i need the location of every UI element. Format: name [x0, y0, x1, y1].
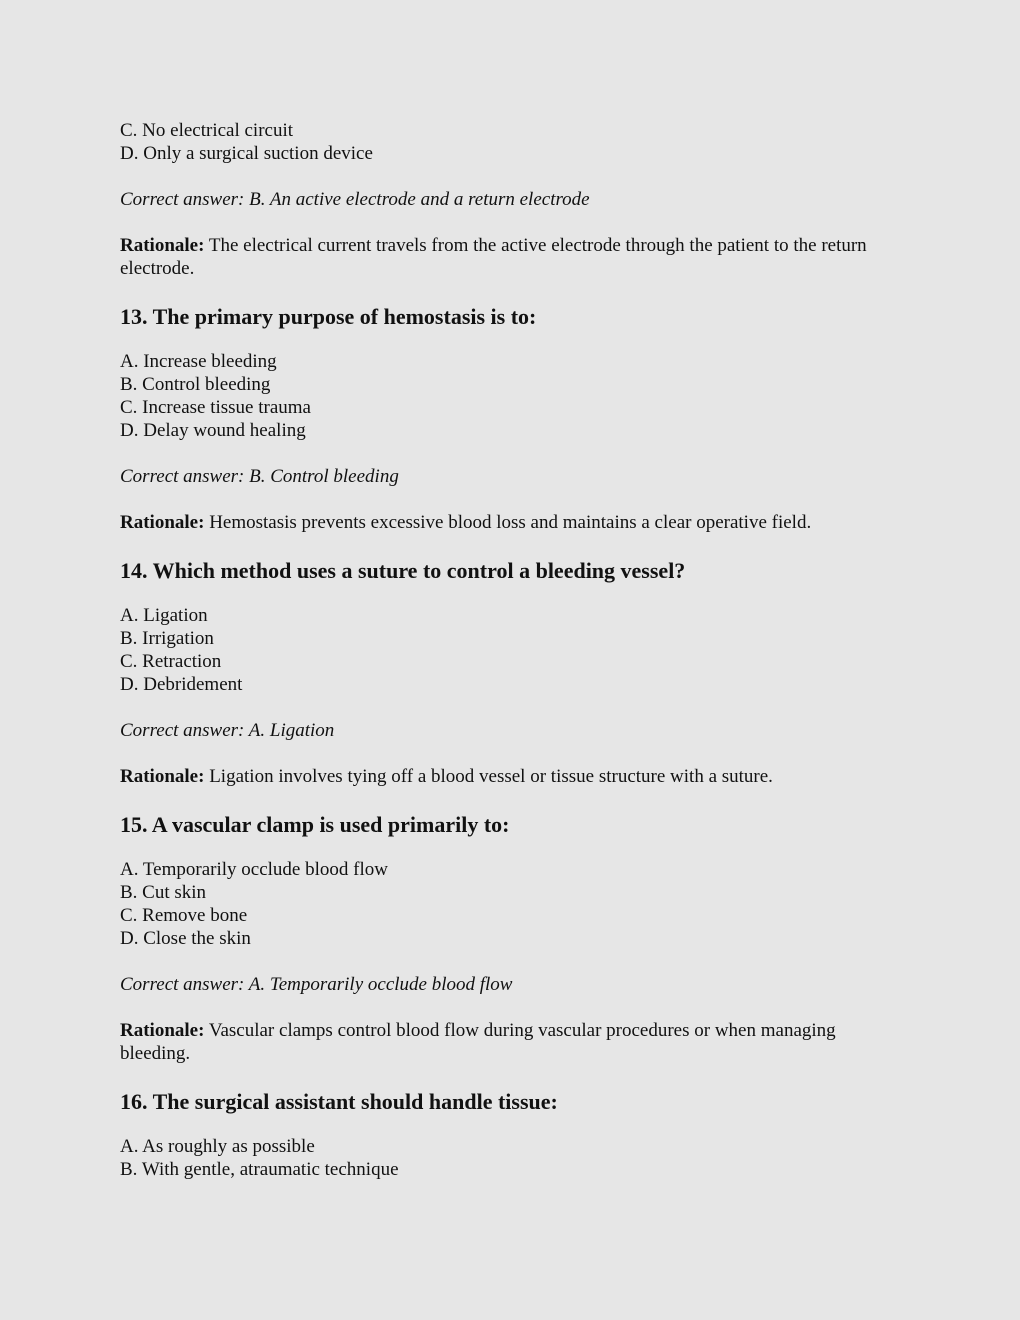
option-a: A. As roughly as possible — [120, 1136, 315, 1157]
option-a: A. Temporarily occlude blood flow — [120, 859, 388, 880]
rationale-text: Vascular clamps control blood flow during vascular procedures or when managing bleeding. — [120, 1020, 836, 1064]
rationale — [120, 234, 900, 280]
option-d: D. Debridement — [120, 674, 243, 695]
question-15-block — [120, 812, 900, 1065]
question-13-options — [120, 350, 900, 442]
question-12-block — [120, 119, 900, 280]
option-d: D. Close the skin — [120, 928, 251, 949]
rationale — [120, 1019, 900, 1065]
correct-answer: Correct answer: A. Ligation — [120, 720, 335, 741]
question-12-options — [120, 119, 900, 165]
question-title: 16. The surgical assistant should handle tissue: — [120, 1089, 558, 1114]
correct-answer: Correct answer: B. An active electrode and a return electrode — [120, 189, 590, 210]
option-b: B. Cut skin — [120, 882, 207, 903]
question-14-options — [120, 604, 900, 696]
correct-answer: Correct answer: B. Control bleeding — [120, 466, 399, 487]
rationale — [120, 511, 900, 534]
rationale-text: The electrical current travels from the active electrode through the patient to the return electrode. — [120, 235, 867, 279]
rationale — [120, 765, 900, 788]
correct-answer: Correct answer: A. Temporarily occlude blood flow — [120, 974, 513, 995]
question-13-block — [120, 304, 900, 534]
option-b: B. Irrigation — [120, 628, 214, 649]
rationale-text: Hemostasis prevents excessive blood loss and maintains a clear operative field. — [204, 512, 812, 533]
rationale-label: Rationale: — [120, 235, 205, 256]
question-title: 15. A vascular clamp is used primarily to: — [120, 812, 510, 837]
option-a: A. Ligation — [120, 605, 208, 626]
rationale-text: Ligation involves tying off a blood vessel or tissue structure with a suture. — [204, 766, 773, 787]
option-b: B. With gentle, atraumatic technique — [120, 1159, 399, 1180]
option-c: C. No electrical circuit — [120, 120, 294, 141]
option-c: C. Retraction — [120, 651, 222, 672]
option-a: A. Increase bleeding — [120, 351, 277, 372]
option-c: C. Remove bone — [120, 905, 248, 926]
option-c: C. Increase tissue trauma — [120, 397, 311, 418]
rationale-label: Rationale: — [120, 1020, 205, 1041]
option-d: D. Only a surgical suction device — [120, 143, 373, 164]
question-16-block — [120, 1089, 900, 1181]
question-title: 13. The primary purpose of hemostasis is to: — [120, 304, 537, 329]
rationale-label: Rationale: — [120, 766, 205, 787]
question-15-options — [120, 858, 900, 950]
question-title: 14. Which method uses a suture to control a bleeding vessel? — [120, 558, 686, 583]
rationale-label: Rationale: — [120, 512, 205, 533]
option-d: D. Delay wound healing — [120, 420, 306, 441]
question-16-options — [120, 1135, 900, 1181]
option-b: B. Control bleeding — [120, 374, 271, 395]
question-14-block — [120, 558, 900, 788]
